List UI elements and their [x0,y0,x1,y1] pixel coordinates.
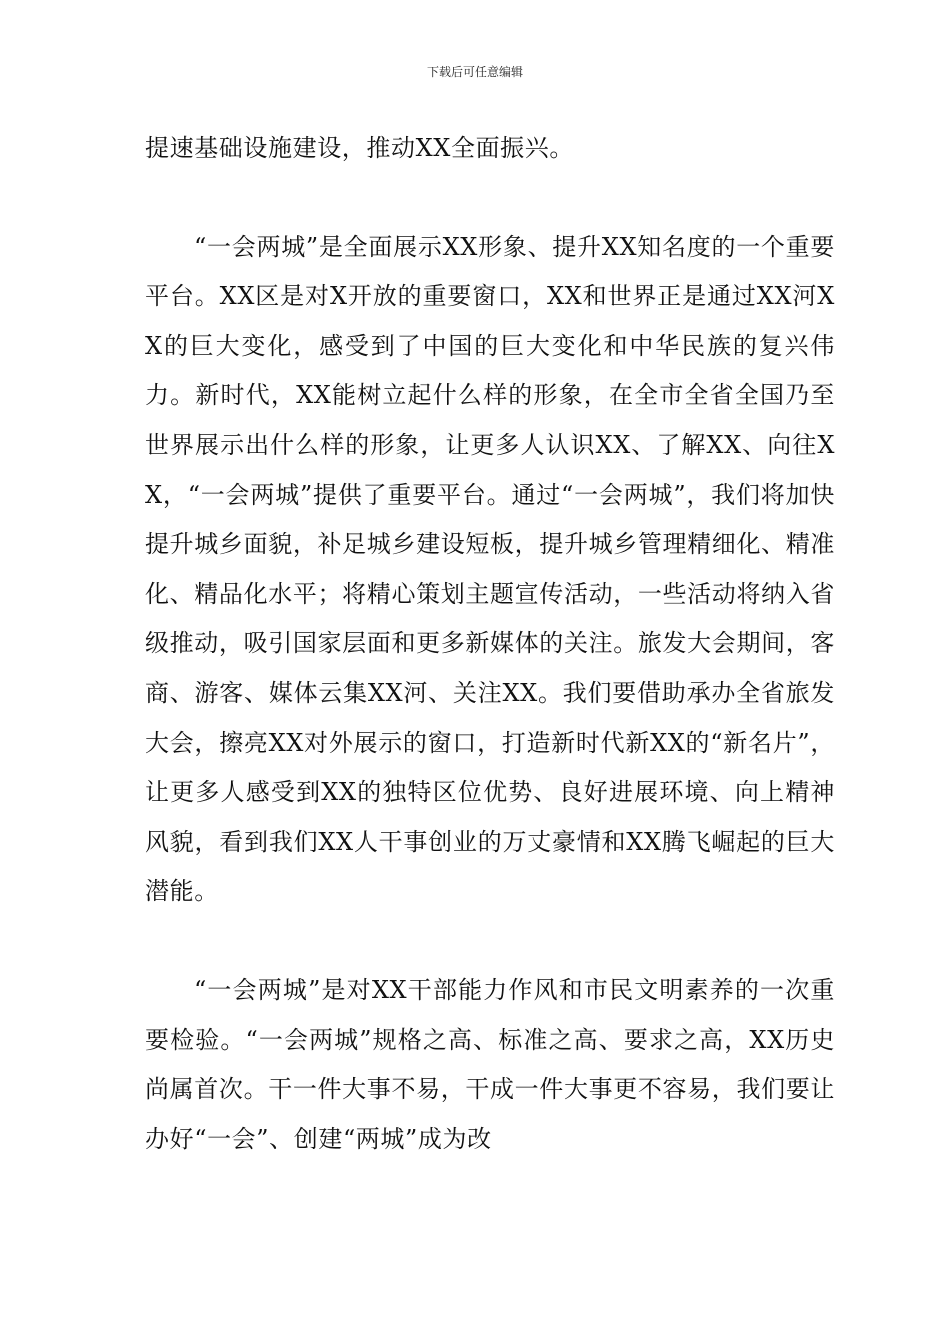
page-header: 下载后可任意编辑 [426,65,523,79]
paragraph-3: “一会两城”是对XX干部能力作风和市民文明素养的一次重要检验。“一会两城”规格之高、标准之高、要求之高，XX历史尚属首次。干一件大事不易，干成一件大事更不容易，我们要让办好“一会”、创建“两城”成为改 [145,975,835,1153]
paragraph-1: 提速基础设施建设，推动XX全面振兴。 [145,134,574,162]
paragraph-2: “一会两城”是全面展示XX形象、提升XX知名度的一个重要平台。XX区是对X开放的重要窗口，XX和世界正是通过XX河XX的巨大变化，感受到了中国的巨大变化和中华民族的复兴伟力。新时代，XX能树立起什么样的形象，在全市全省全国乃至世界展示出什么样的形象，让更多人认识XX、了解XX、向往XX，“一会两城”提供了重要平台。通过“一会两城”，我们将加快提升城乡面貌，补足城乡建设短板，提升城乡管理精细化、精准化、精品化水平；将精心策划主题宣传活动，一些活动将纳入省级推动，吸引国家层面和更多新媒体的关注。旅发大会期间，客商、游客、媒体云集XX河、关注XX。我们要借助承办全省旅发大会，擦亮XX对外展示的窗口，打造新时代新XX的“新名片”，让更多人感受到XX的独特区位优势、良好进展环境、向上精神风貌，看到我们XX人干事创业的万丈豪情和XX腾飞崛起的巨大潜能。 [145,232,835,906]
document-body [145,124,835,1164]
